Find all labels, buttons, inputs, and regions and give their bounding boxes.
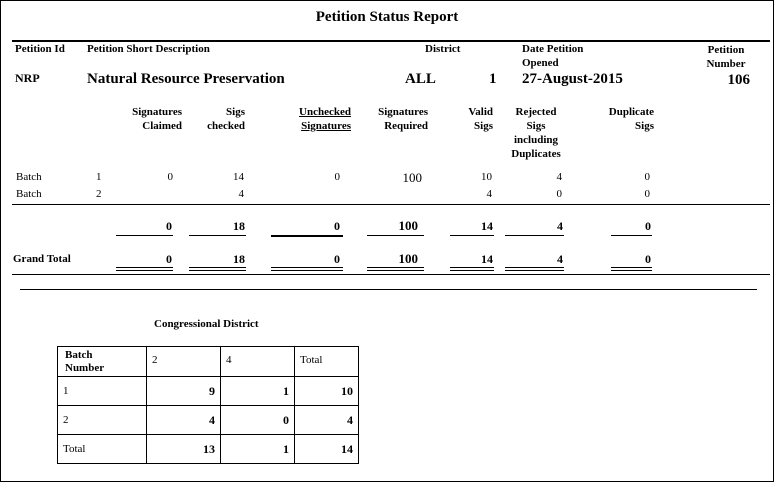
batch-2-label: Batch	[16, 188, 42, 200]
grand-total-required: 100	[398, 251, 418, 266]
congressional-col-header: 2	[147, 347, 221, 377]
col-rejected-sigs-line4: Duplicates	[511, 148, 561, 160]
label-petition-number	[700, 43, 752, 71]
subtotal-duplicate-rule	[611, 235, 652, 236]
grand-total-duplicate: 0	[645, 252, 651, 266]
grand-total-claimed: 0	[166, 252, 172, 266]
batch-2-valid: 4	[486, 188, 492, 200]
congressional-cell: 14	[295, 435, 359, 464]
label-petition-id: Petition Id	[15, 43, 65, 55]
col-signatures-required-line1: Signatures	[378, 106, 428, 118]
batch-1-checked: 14	[233, 171, 244, 183]
value-district-count: 1	[489, 71, 497, 87]
col-signatures-claimed-line1: Signatures	[132, 106, 182, 118]
batch-1-rejected: 4	[556, 171, 562, 183]
congressional-col-header: Total	[295, 347, 359, 377]
congressional-corner-cell	[58, 347, 147, 377]
grand-total-checked: 18	[233, 252, 245, 266]
table-row	[58, 435, 359, 464]
col-rejected-sigs-line1: Rejected	[515, 106, 557, 118]
value-short-description: Natural Resource Preservation	[87, 71, 285, 87]
col-signatures-required	[362, 105, 428, 133]
col-unchecked-signatures-line2: Signatures	[301, 120, 351, 132]
section-divider	[20, 289, 757, 290]
subtotal-duplicate: 0	[645, 219, 651, 233]
label-petition-number-line2: Number	[706, 58, 746, 70]
subtotal-checked-rule	[189, 235, 246, 236]
col-unchecked-signatures	[281, 105, 351, 133]
subtotal-required: 100	[398, 218, 418, 233]
congressional-row-label: 2	[58, 406, 147, 435]
batch-rule	[12, 204, 770, 205]
label-short-description: Petition Short Description	[87, 43, 210, 55]
col-sigs-checked-line2: checked	[207, 120, 245, 132]
col-signatures-claimed	[110, 105, 182, 133]
grand-total-required-rule	[367, 267, 424, 271]
col-duplicate-sigs	[590, 105, 654, 133]
subtotal-unchecked: 0	[334, 219, 340, 233]
grand-total-unchecked: 0	[334, 252, 340, 266]
label-petition-number-line1: Petition	[707, 44, 745, 56]
batch-2-checked: 4	[238, 188, 244, 200]
congressional-cell: 1	[221, 435, 295, 464]
label-date-opened	[522, 42, 583, 70]
subtotal-claimed: 0	[166, 219, 172, 233]
col-duplicate-sigs-line2: Sigs	[635, 120, 654, 132]
congressional-cell: 4	[295, 406, 359, 435]
col-rejected-sigs-line2: Sigs	[526, 120, 546, 132]
batch-1-required: 100	[402, 170, 422, 185]
batch-1-claimed: 0	[167, 171, 173, 183]
subtotal-required-rule	[367, 235, 424, 236]
batch-2-number: 2	[96, 188, 102, 200]
congressional-row-label: Total	[58, 435, 147, 464]
congressional-cell: 10	[295, 377, 359, 406]
col-signatures-required-line2: Required	[384, 120, 428, 132]
col-duplicate-sigs-line1: Duplicate	[608, 106, 654, 118]
subtotal-claimed-rule	[116, 235, 173, 236]
congressional-row-label: 1	[58, 377, 147, 406]
batch-1-valid: 10	[481, 171, 492, 183]
grand-total-rejected-rule	[505, 267, 564, 271]
value-petition-id: NRP	[15, 71, 40, 85]
grand-total-claimed-rule	[116, 267, 173, 271]
grand-total-valid-rule	[450, 267, 494, 271]
col-valid-sigs	[455, 105, 493, 133]
subtotal-unchecked-rule	[271, 235, 343, 237]
congressional-cell: 1	[221, 377, 295, 406]
batch-2-duplicate: 0	[644, 188, 650, 200]
batch-1-duplicate: 0	[644, 171, 650, 183]
col-sigs-checked	[195, 105, 245, 133]
col-unchecked-signatures-line1: Unchecked	[299, 106, 351, 118]
subtotal-rejected: 4	[557, 219, 563, 233]
col-signatures-claimed-line2: Claimed	[142, 120, 182, 132]
report-title: Petition Status Report	[315, 9, 459, 25]
label-date-opened-line2: Opened	[522, 57, 559, 69]
batch-2-rejected: 0	[556, 188, 562, 200]
congressional-header-row	[58, 347, 359, 377]
col-rejected-sigs	[500, 105, 572, 161]
col-valid-sigs-line2: Sigs	[474, 120, 493, 132]
header-top-rule	[12, 40, 770, 42]
corner-label-line2: Number	[65, 361, 105, 374]
col-valid-sigs-line1: Valid	[468, 106, 493, 118]
table-row	[58, 377, 359, 406]
grand-total-checked-rule	[189, 267, 246, 271]
value-district: ALL	[405, 71, 436, 87]
congressional-cell: 9	[147, 377, 221, 406]
table-row	[58, 406, 359, 435]
batch-1-unchecked: 0	[334, 171, 340, 183]
subtotal-rejected-rule	[505, 235, 564, 236]
label-district: District	[425, 43, 461, 55]
congressional-cell: 4	[147, 406, 221, 435]
congressional-table	[57, 346, 359, 464]
col-rejected-sigs-line3: including	[513, 134, 559, 146]
grand-total-rejected: 4	[557, 252, 563, 266]
batch-1-label: Batch	[16, 171, 42, 183]
grand-total-valid: 14	[481, 252, 493, 266]
congressional-title: Congressional District	[154, 318, 259, 330]
batch-1-number: 1	[96, 171, 102, 183]
subtotal-valid-rule	[450, 235, 494, 236]
subtotal-checked: 18	[233, 219, 245, 233]
subtotal-valid: 14	[481, 219, 493, 233]
value-petition-number: 106	[727, 72, 750, 88]
congressional-col-header: 4	[221, 347, 295, 377]
congressional-cell: 13	[147, 435, 221, 464]
label-date-opened-line1: Date Petition	[522, 43, 584, 55]
grand-total-label: Grand Total	[13, 253, 71, 265]
col-sigs-checked-line1: Sigs	[226, 106, 245, 118]
grand-total-unchecked-rule	[271, 267, 343, 271]
grand-total-rule	[12, 274, 770, 275]
congressional-cell: 0	[221, 406, 295, 435]
value-date-opened: 27-August-2015	[522, 71, 623, 87]
grand-total-duplicate-rule	[611, 267, 652, 271]
corner-label-line1: Batch	[65, 348, 93, 361]
